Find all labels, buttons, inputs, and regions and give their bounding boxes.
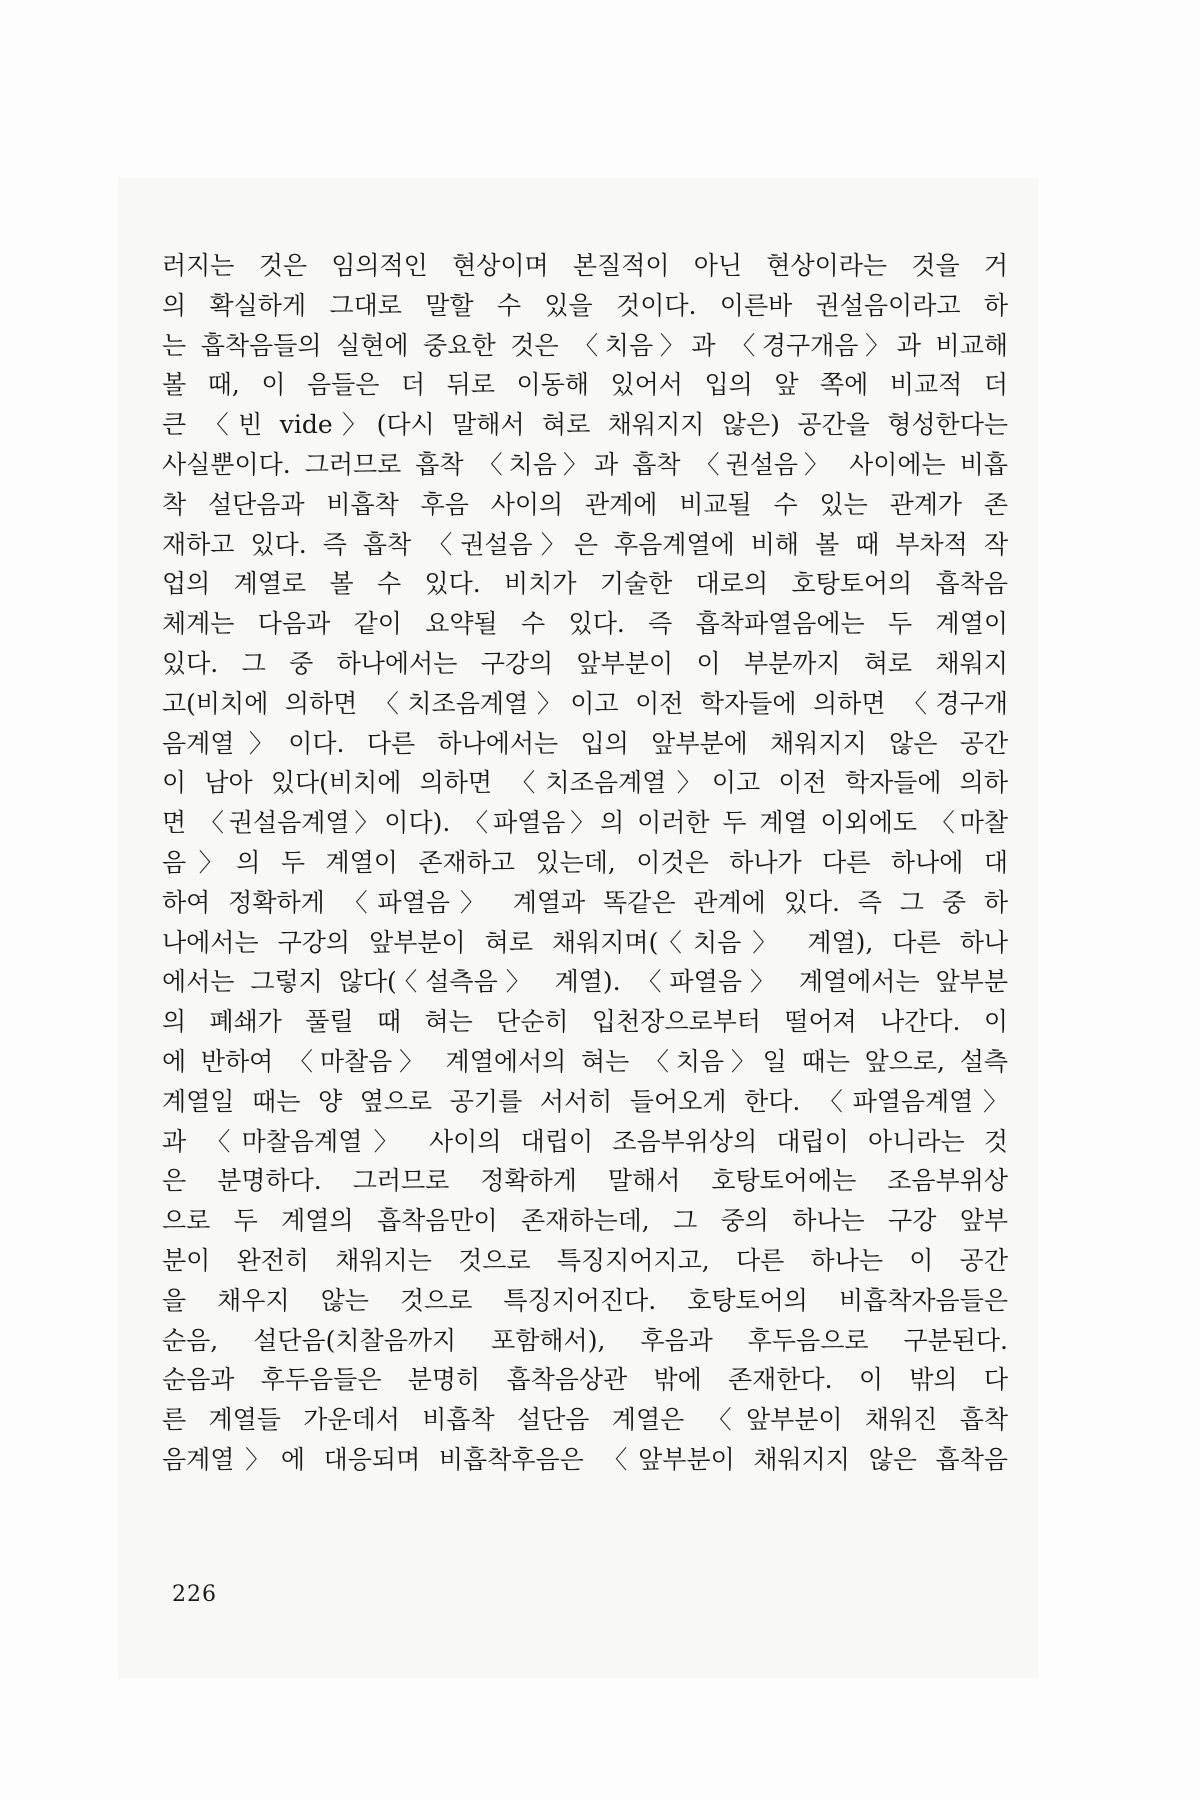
- text-line: 볼 때, 이 음들은 더 뒤로 이동해 있어서 입의 앞 쪽에 비교적 더: [162, 370, 1008, 400]
- text-line: 나에서는 구강의 앞부분이 혀로 채워지며(〈치음〉 계열), 다른 하나: [162, 927, 1008, 957]
- text-line: 계열일 때는 양 옆으로 공기를 서서히 들어오게 한다. 〈파열음계열〉: [162, 1086, 1008, 1116]
- text-line: 재하고 있다. 즉 흡착 〈권설음〉은 후음계열에 비해 볼 때 부차적 작: [162, 529, 1008, 559]
- page-number: 226: [172, 1582, 217, 1607]
- text-line: 체계는 다음과 같이 요약될 수 있다. 즉 흡착파열음에는 두 계열이: [162, 609, 1008, 639]
- text-line: 순음, 설단음(치찰음까지 포함해서), 후음과 후두음으로 구분된다.: [162, 1325, 1008, 1355]
- text-line: 분이 완전히 채워지는 것으로 특징지어지고, 다른 하나는 이 공간: [162, 1245, 1008, 1275]
- text-line: 의 폐쇄가 풀릴 때 혀는 단순히 입천장으로부터 떨어져 나간다. 이: [162, 1007, 1008, 1037]
- text-line: 음계열〉에 대응되며 비흡착후음은 〈앞부분이 채워지지 않은 흡착음: [162, 1444, 1008, 1474]
- text-line: 에서는 그렇지 않다(〈설측음〉 계열). 〈파열음〉 계열에서는 앞부분: [162, 967, 1008, 997]
- text-line: 하여 정확하게 〈파열음〉 계열과 똑같은 관계에 있다. 즉 그 중 하: [162, 887, 1008, 917]
- text-line: 은 분명하다. 그러므로 정확하게 말해서 호탕토어에는 조음부위상: [162, 1166, 1008, 1196]
- text-line: 을 채우지 않는 것으로 특징지어진다. 호탕토어의 비흡착자음들은: [162, 1285, 1008, 1315]
- text-line: 의 확실하게 그대로 말할 수 있을 것이다. 이른바 권설음이라고 하: [162, 290, 1008, 320]
- text-line: 업의 계열로 볼 수 있다. 비치가 기술한 대로의 호탕토어의 흡착음: [162, 569, 1008, 599]
- text-line: 러지는 것은 임의적인 현상이며 본질적이 아닌 현상이라는 것을 거: [162, 251, 1008, 280]
- text-line: 에 반하여 〈마찰음〉 계열에서의 혀는 〈치음〉일 때는 앞으로, 설측: [162, 1046, 1008, 1076]
- text-line: 는 흡착음들의 실현에 중요한 것은 〈치음〉과 〈경구개음〉과 비교해: [162, 330, 1008, 360]
- body-text: [162, 246, 1008, 1480]
- text-line: 음〉의 두 계열이 존재하고 있는데, 이것은 하나가 다른 하나에 대: [162, 847, 1008, 877]
- text-line: 큰 〈빈 vide〉(다시 말해서 혀로 채워지지 않은) 공간을 형성한다는: [162, 410, 1008, 440]
- text-line: 사실뿐이다. 그러므로 흡착 〈치음〉과 흡착 〈권설음〉 사이에는 비흡: [162, 449, 1008, 479]
- text-line: 면 〈권설음계열〉이다). 〈파열음〉의 이러한 두 계열 이외에도 〈마찰: [162, 808, 1008, 838]
- text-line: 과 〈마찰음계열〉 사이의 대립이 조음부위상의 대립이 아니라는 것: [162, 1126, 1008, 1156]
- text-line: 른 계열들 가운데서 비흡착 설단음 계열은 〈앞부분이 채워진 흡착: [162, 1405, 1008, 1435]
- text-line: 으로 두 계열의 흡착음만이 존재하는데, 그 중의 하나는 구강 앞부: [162, 1206, 1008, 1236]
- text-line: 음계열〉이다. 다른 하나에서는 입의 앞부분에 채워지지 않은 공간: [162, 728, 1008, 758]
- text-line: 고(비치에 의하면 〈치조음계열〉이고 이전 학자들에 의하면 〈경구개: [162, 688, 1008, 718]
- text-line: 있다. 그 중 하나에서는 구강의 앞부분이 이 부분까지 혀로 채워지: [162, 648, 1008, 678]
- text-line: 순음과 후두음들은 분명히 흡착음상관 밖에 존재한다. 이 밖의 다: [162, 1365, 1008, 1395]
- text-line: 착 설단음과 비흡착 후음 사이의 관계에 비교될 수 있는 관계가 존: [162, 489, 1008, 519]
- text-line: 이 남아 있다(비치에 의하면 〈치조음계열〉이고 이전 학자들에 의하: [162, 768, 1008, 798]
